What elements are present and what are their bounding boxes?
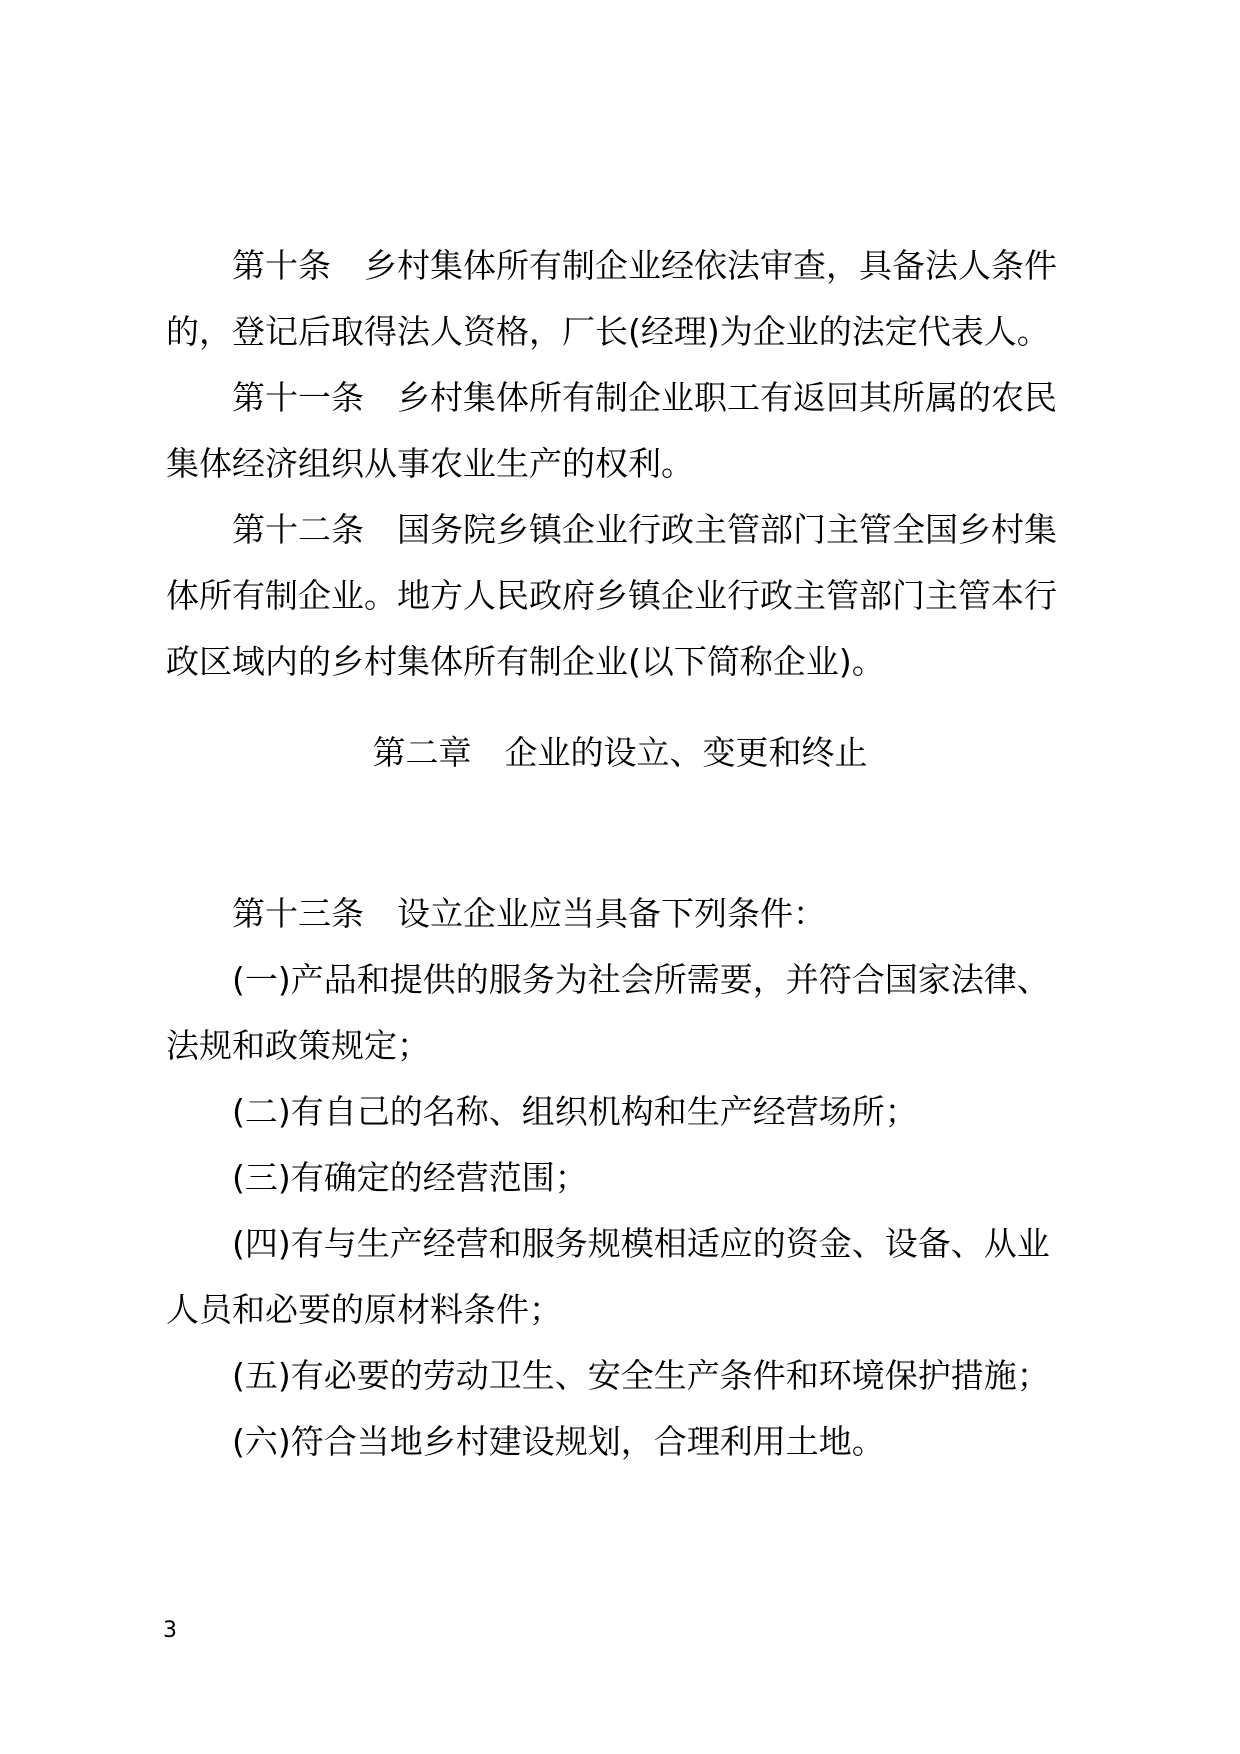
article-12-line-1 xyxy=(232,497,1057,563)
article-10-line-1 xyxy=(232,233,1057,299)
article-10-text-1: 乡村集体所有制企业经依法审查，具备法人条件 xyxy=(364,246,1057,285)
condition-3: (三)有确定的经营范围； xyxy=(232,1158,588,1197)
condition-4-line-2: 人员和必要的原材料条件； xyxy=(166,1290,562,1329)
article-13-line-1 xyxy=(232,881,826,947)
chapter-label: 第二章 xyxy=(372,733,472,772)
chapter-heading xyxy=(0,720,1240,786)
article-13-text-1: 设立企业应当具备下列条件： xyxy=(397,894,826,933)
condition-1-line-2: 法规和政策规定； xyxy=(166,1026,430,1065)
article-12-line-3: 政区域内的乡村集体所有制企业(以下简称企业)。 xyxy=(166,642,885,681)
condition-6: (六)符合当地乡村建设规划，合理利用土地。 xyxy=(232,1422,885,1461)
condition-1-line-1: (一)产品和提供的服务为社会所需要，并符合国家法律、 xyxy=(232,960,1050,999)
article-12-text-1: 国务院乡镇企业行政主管部门主管全国乡村集 xyxy=(397,510,1057,549)
condition-2: (二)有自己的名称、组织机构和生产经营场所； xyxy=(232,1092,918,1131)
article-11-line-1 xyxy=(232,365,1057,431)
article-10-label: 第十条 xyxy=(232,246,331,285)
article-10-line-2: 的，登记后取得法人资格，厂长(经理)为企业的法定代表人。 xyxy=(166,312,1050,351)
article-11-text-1: 乡村集体所有制企业职工有返回其所属的农民 xyxy=(397,378,1057,417)
condition-4-line-1: (四)有与生产经营和服务规模相适应的资金、设备、从业 xyxy=(232,1224,1050,1263)
article-13-label: 第十三条 xyxy=(232,894,364,933)
chapter-title: 企业的设立、变更和终止 xyxy=(504,733,868,772)
article-11-label: 第十一条 xyxy=(232,378,364,417)
condition-5: (五)有必要的劳动卫生、安全生产条件和环境保护措施； xyxy=(232,1356,1050,1395)
article-11-line-2: 集体经济组织从事农业生产的权利。 xyxy=(166,444,694,483)
article-12-label: 第十二条 xyxy=(232,510,364,549)
page-number: 3 xyxy=(163,1618,177,1643)
article-12-line-2: 体所有制企业。地方人民政府乡镇企业行政主管部门主管本行 xyxy=(166,576,1057,615)
